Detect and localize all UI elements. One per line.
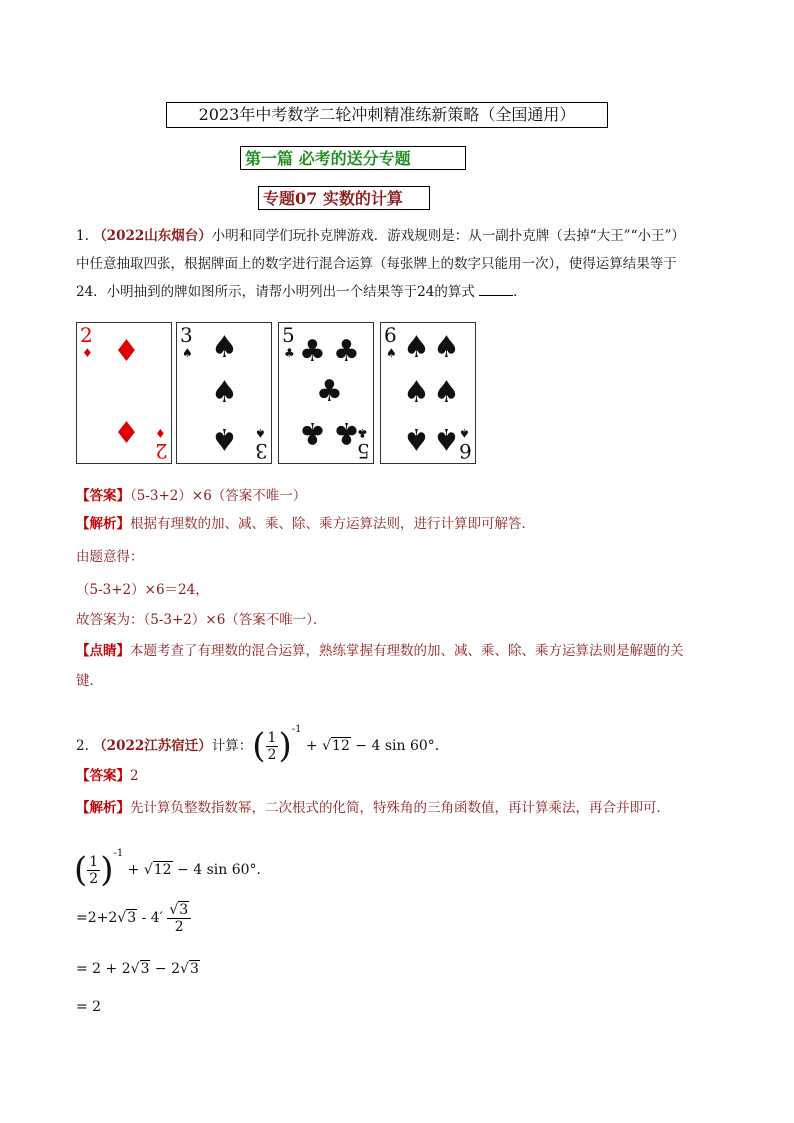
expression-part: =2+2: [76, 910, 118, 926]
expression-tail: − 4 sin 60°．: [350, 738, 449, 754]
part-title: 第一篇 必考的送分专题: [240, 146, 466, 170]
q1-step-3: 故答案为：（5-3+2）×6（答案不唯一）．: [76, 612, 327, 628]
fraction: [87, 854, 100, 887]
club-icon: ♣: [357, 426, 368, 440]
question-text: 小明和同学们玩扑克牌游戏．游戏规则是：从一副扑克牌（去掉“大王”“小王”）: [211, 228, 685, 244]
spade-icon: ♠: [255, 426, 266, 440]
topic-title: 专题07 实数的计算: [258, 186, 430, 210]
analysis-tag: 【解析】: [76, 516, 130, 532]
playing-cards-figure: [76, 322, 486, 466]
left-paren-icon: (: [74, 850, 88, 890]
operator: +: [123, 862, 144, 878]
question-2: [76, 710, 726, 766]
question-1-line-1: [76, 222, 726, 250]
comment-tag: 【点睛】: [76, 643, 130, 659]
q2-solution-line-1: ( $\frac{1}{2}$ )$^{-1}$ + √12 − 4 sin 60°．: [74, 848, 271, 890]
answer-tag: 【答案】: [76, 488, 130, 504]
q1-answer: [76, 486, 726, 506]
club-icon: ♣: [333, 334, 360, 369]
question-1-line-2: 中任意抽取四张，根据牌面上的数字进行混合运算（每张牌上的数字只能用一次），使得运算结果等于: [76, 256, 677, 272]
card-two-of-diamonds: [76, 322, 172, 464]
question-source: （2022山东烟台）: [93, 228, 212, 244]
diamond-icon: ♦: [113, 334, 140, 369]
radicand: 3: [140, 961, 150, 977]
fraction: [167, 902, 191, 935]
spade-icon: ♠: [403, 330, 430, 365]
question-text: ．: [513, 284, 527, 300]
numerator: √3: [167, 902, 191, 919]
q2-analysis: [76, 798, 726, 818]
radicand: 3: [179, 901, 189, 918]
radicand: 12: [153, 862, 172, 878]
numerator: 1: [89, 853, 99, 870]
question-1: [76, 222, 726, 306]
card-rank: 6: [384, 323, 397, 347]
left-paren-icon: (: [252, 726, 266, 766]
q2-solution-line-3: = 2 + 2√3 − 2√3: [76, 961, 199, 977]
spade-icon: ♠: [386, 346, 397, 360]
denominator: 2: [267, 746, 277, 763]
diamond-icon: ♦: [113, 416, 140, 451]
spade-icon: ♠: [403, 375, 430, 410]
operator: +: [301, 738, 323, 754]
expression-part: = 2 + 2: [76, 961, 131, 977]
denominator: 2: [174, 918, 184, 935]
analysis-text: 根据有理数的加、减、乘、除、乘方运算法则，进行计算即可解答．: [130, 516, 535, 532]
answer-text: 2: [130, 768, 139, 784]
expression-part: − 2: [150, 961, 181, 977]
answer-text: （5-3+2）×6（答案不唯一）: [130, 488, 307, 504]
right-paren-icon: ): [100, 850, 114, 890]
question-source: （2022江苏宿迁）: [93, 738, 212, 754]
club-icon: ♣: [316, 374, 343, 409]
q1-comment: [76, 641, 726, 661]
fraction: [266, 730, 279, 763]
card-rank: 2: [155, 439, 168, 463]
club-icon: ♣: [333, 415, 360, 450]
q2-answer: [76, 766, 139, 786]
card-rank: 6: [459, 439, 472, 463]
card-rank: 5: [282, 323, 295, 347]
card-rank: 3: [255, 439, 268, 463]
answer-blank: [479, 281, 513, 296]
spade-icon: ♠: [433, 330, 460, 365]
q2-solution-line-4: = 2: [76, 999, 102, 1015]
club-icon: ♣: [284, 346, 295, 360]
numerator: 1: [267, 729, 277, 746]
club-icon: ♣: [299, 415, 326, 450]
diamond-icon: ♦: [82, 346, 93, 360]
card-six-of-spades: [380, 322, 476, 464]
card-three-of-spades: [176, 322, 272, 464]
q2-solution-line-2: =2+2√3 - 4′ $\frac{√3}{2}$: [76, 898, 191, 938]
q1-comment-line-2: 键．: [76, 673, 103, 689]
spade-icon: ♠: [403, 421, 430, 456]
card-five-of-clubs: [278, 322, 374, 464]
card-rank: 5: [357, 439, 370, 463]
radicand: 3: [189, 961, 199, 977]
spade-icon: ♠: [459, 426, 470, 440]
question-text: 24．小明抽到的牌如图所示，请帮小明列出一个结果等于24的算式: [76, 284, 475, 300]
comment-text: 本题考查了有理数的混合运算，熟练掌握有理数的加、减、乘、除、乘方运算法则是解题的关: [130, 643, 684, 659]
exponent: -1: [291, 724, 302, 735]
radicand: 12: [332, 738, 350, 754]
question-expression: ( $\frac{1}{2}$ )$^{-1}$ + √12 − 4 sin 60°．: [252, 724, 449, 766]
spade-icon: ♠: [433, 421, 460, 456]
diamond-icon: ♦: [155, 426, 166, 440]
club-icon: ♣: [299, 334, 326, 369]
question-number: 2.: [76, 738, 89, 754]
q1-step-1: 由题意得：: [76, 549, 144, 565]
q1-analysis: [76, 514, 726, 534]
card-rank: 2: [80, 323, 93, 347]
exponent: -1: [113, 848, 124, 859]
main-title: 2023年中考数学二轮冲刺精准练新策略（全国通用）: [166, 102, 608, 128]
question-number: 1.: [76, 228, 89, 244]
expression-part: - 4′: [141, 910, 163, 926]
analysis-tag: 【解析】: [76, 800, 130, 816]
question-1-line-3: [76, 278, 726, 306]
spade-icon: ♠: [433, 375, 460, 410]
answer-tag: 【答案】: [76, 768, 130, 784]
right-paren-icon: ): [278, 726, 292, 766]
card-rank: 3: [180, 323, 193, 347]
spade-icon: ♠: [211, 421, 238, 456]
q1-step-2: （5-3+2）×6＝24，: [76, 582, 209, 598]
analysis-text: 先计算负整数指数幂，二次根式的化简，特殊角的三角函数值，再计算乘法，再合并即可．: [130, 800, 670, 816]
spade-icon: ♠: [211, 330, 238, 365]
spade-icon: ♠: [182, 346, 193, 360]
question-prompt: 计算：: [211, 738, 253, 754]
expression-tail: − 4 sin 60°．: [172, 862, 271, 878]
spade-icon: ♠: [211, 375, 238, 410]
denominator: 2: [89, 870, 99, 887]
radicand: 3: [127, 910, 137, 926]
